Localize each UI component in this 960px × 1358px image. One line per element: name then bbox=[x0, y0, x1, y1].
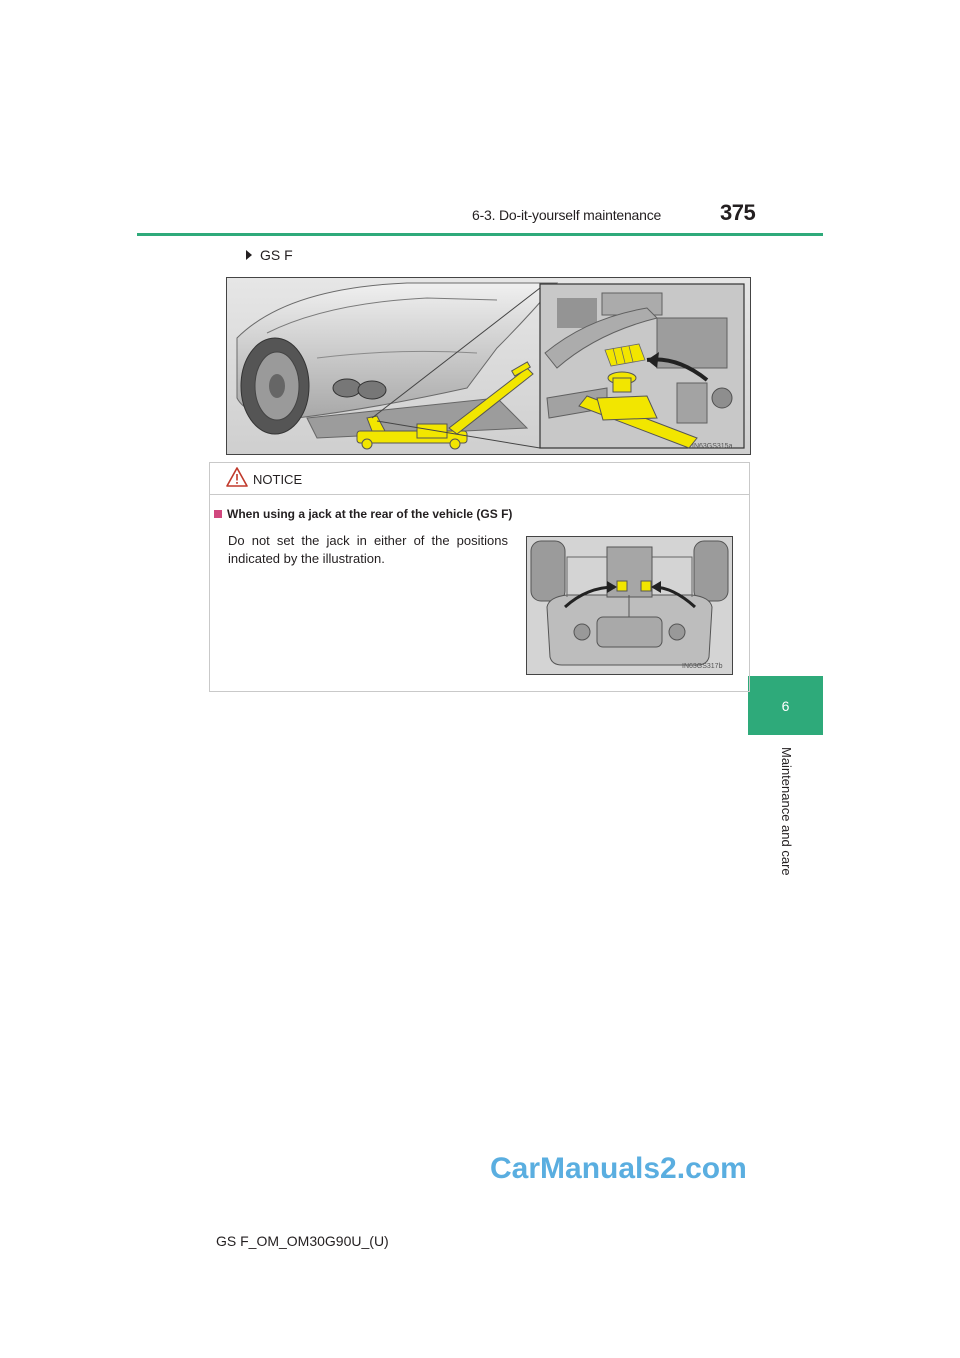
chapter-tab bbox=[748, 676, 823, 735]
page-number: 375 bbox=[720, 200, 756, 225]
chapter-number: 6 bbox=[781, 697, 790, 714]
document-code: GS F_OM_OM30G90U_(U) bbox=[216, 1233, 389, 1249]
triangle-bullet-icon bbox=[246, 250, 252, 260]
chapter-label: Maintenance and care bbox=[779, 747, 794, 876]
header-divider bbox=[137, 233, 823, 236]
warning-triangle-icon bbox=[226, 467, 248, 487]
model-heading bbox=[246, 247, 293, 263]
figure-id: IN63GS315a bbox=[692, 443, 733, 450]
underbody-illustration bbox=[526, 536, 733, 675]
jack-illustration bbox=[226, 277, 751, 455]
notice-subheading-text: When using a jack at the rear of the vehicle (GS F) bbox=[227, 507, 513, 521]
model-heading-text: GS F bbox=[260, 247, 293, 263]
notice-subheading bbox=[214, 507, 512, 521]
notice-body: Do not set the jack in either of the positions indicated by the illustration. bbox=[228, 533, 508, 566]
figure-id: IN63GS317b bbox=[682, 663, 723, 670]
section-title: 6-3. Do-it-yourself maintenance bbox=[472, 207, 662, 223]
watermark: CarManuals2.com bbox=[490, 1152, 747, 1185]
notice-title: NOTICE bbox=[253, 472, 303, 487]
square-bullet-icon bbox=[214, 510, 222, 518]
